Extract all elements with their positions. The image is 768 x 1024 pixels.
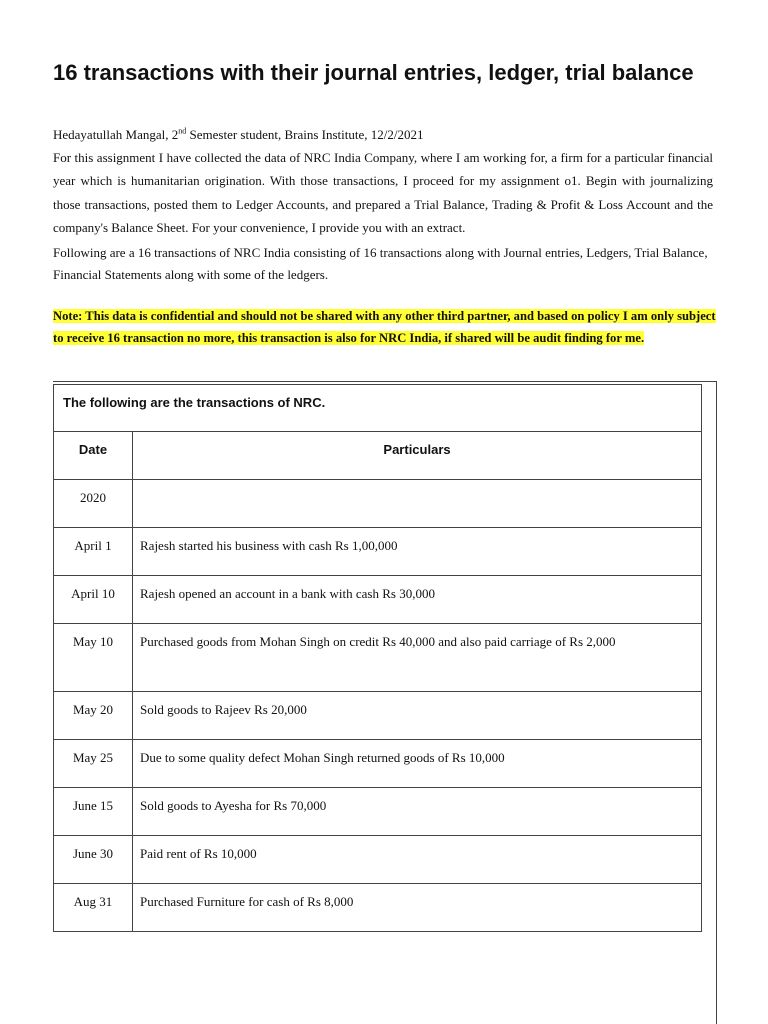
date-cell: June 15 — [54, 788, 133, 836]
date-cell: April 10 — [54, 576, 133, 624]
table-row — [54, 528, 702, 576]
table-row — [54, 480, 702, 528]
particulars-cell: Paid rent of Rs 10,000 — [133, 836, 702, 884]
table-row — [54, 692, 702, 740]
table-row — [54, 576, 702, 624]
particulars-cell: Purchased goods from Mohan Singh on credit Rs 40,000 and also paid carriage of Rs 2,000 — [133, 624, 702, 692]
table-row — [54, 740, 702, 788]
particulars-cell: Purchased Furniture for cash of Rs 8,000 — [133, 884, 702, 932]
author-byline — [53, 124, 715, 146]
table-row — [54, 836, 702, 884]
particulars-cell: Rajesh opened an account in a bank with cash Rs 30,000 — [133, 576, 702, 624]
date-cell: Aug 31 — [54, 884, 133, 932]
year-cell: 2020 — [54, 480, 133, 528]
particulars-cell: Rajesh started his business with cash Rs 1,00,000 — [133, 528, 702, 576]
date-cell: April 1 — [54, 528, 133, 576]
table-row — [54, 788, 702, 836]
header-particulars: Particulars — [133, 432, 702, 480]
note-highlight: Note: This data is confidential and should not be shared with any other third partner, and based on policy I am only subject to receive 16 transaction no more, this transaction is also for NRC India, if shared will be audit finding for me. — [53, 309, 716, 345]
table-row — [54, 624, 702, 692]
byline-prefix: Hedayatullah Mangal, 2 — [53, 127, 179, 142]
byline-suffix: Semester student, Brains Institute, 12/2/2021 — [186, 127, 424, 142]
document-title: 16 transactions with their journal entries, ledger, trial balance — [53, 60, 694, 85]
table-caption-row — [54, 385, 702, 432]
date-cell: May 25 — [54, 740, 133, 788]
particulars-cell: Sold goods to Rajeev Rs 20,000 — [133, 692, 702, 740]
byline-superscript: nd — [178, 126, 187, 136]
date-cell: June 30 — [54, 836, 133, 884]
table-header-row — [54, 432, 702, 480]
particulars-cell: Due to some quality defect Mohan Singh returned goods of Rs 10,000 — [133, 740, 702, 788]
table-caption: The following are the transactions of NRC. — [54, 385, 702, 432]
transactions-table — [53, 384, 702, 932]
empty-cell — [133, 480, 702, 528]
particulars-cell: Sold goods to Ayesha for Rs 70,000 — [133, 788, 702, 836]
confidential-note — [53, 306, 725, 349]
header-date: Date — [54, 432, 133, 480]
following-paragraph: Following are a 16 transactions of NRC India consisting of 16 transactions along with Journal entries, Ledgers, Trial Balance, Financial Statements along with some of the ledgers. — [53, 245, 708, 282]
date-cell: May 20 — [54, 692, 133, 740]
intro-paragraph: For this assignment I have collected the data of NRC India Company, where I am working for, a firm for a particular financial year which is humanitarian origination. With those transactions, I proceed for my assignment o1. Begin with journalizing those transactions, posted them to Ledger Accounts, and prepared a Trial Balance, Trading & Profit & Loss Account and the company's Balance Sheet. For your convenience, I provide you with an extract. — [53, 150, 713, 235]
table-row — [54, 884, 702, 932]
date-cell: May 10 — [54, 624, 133, 692]
